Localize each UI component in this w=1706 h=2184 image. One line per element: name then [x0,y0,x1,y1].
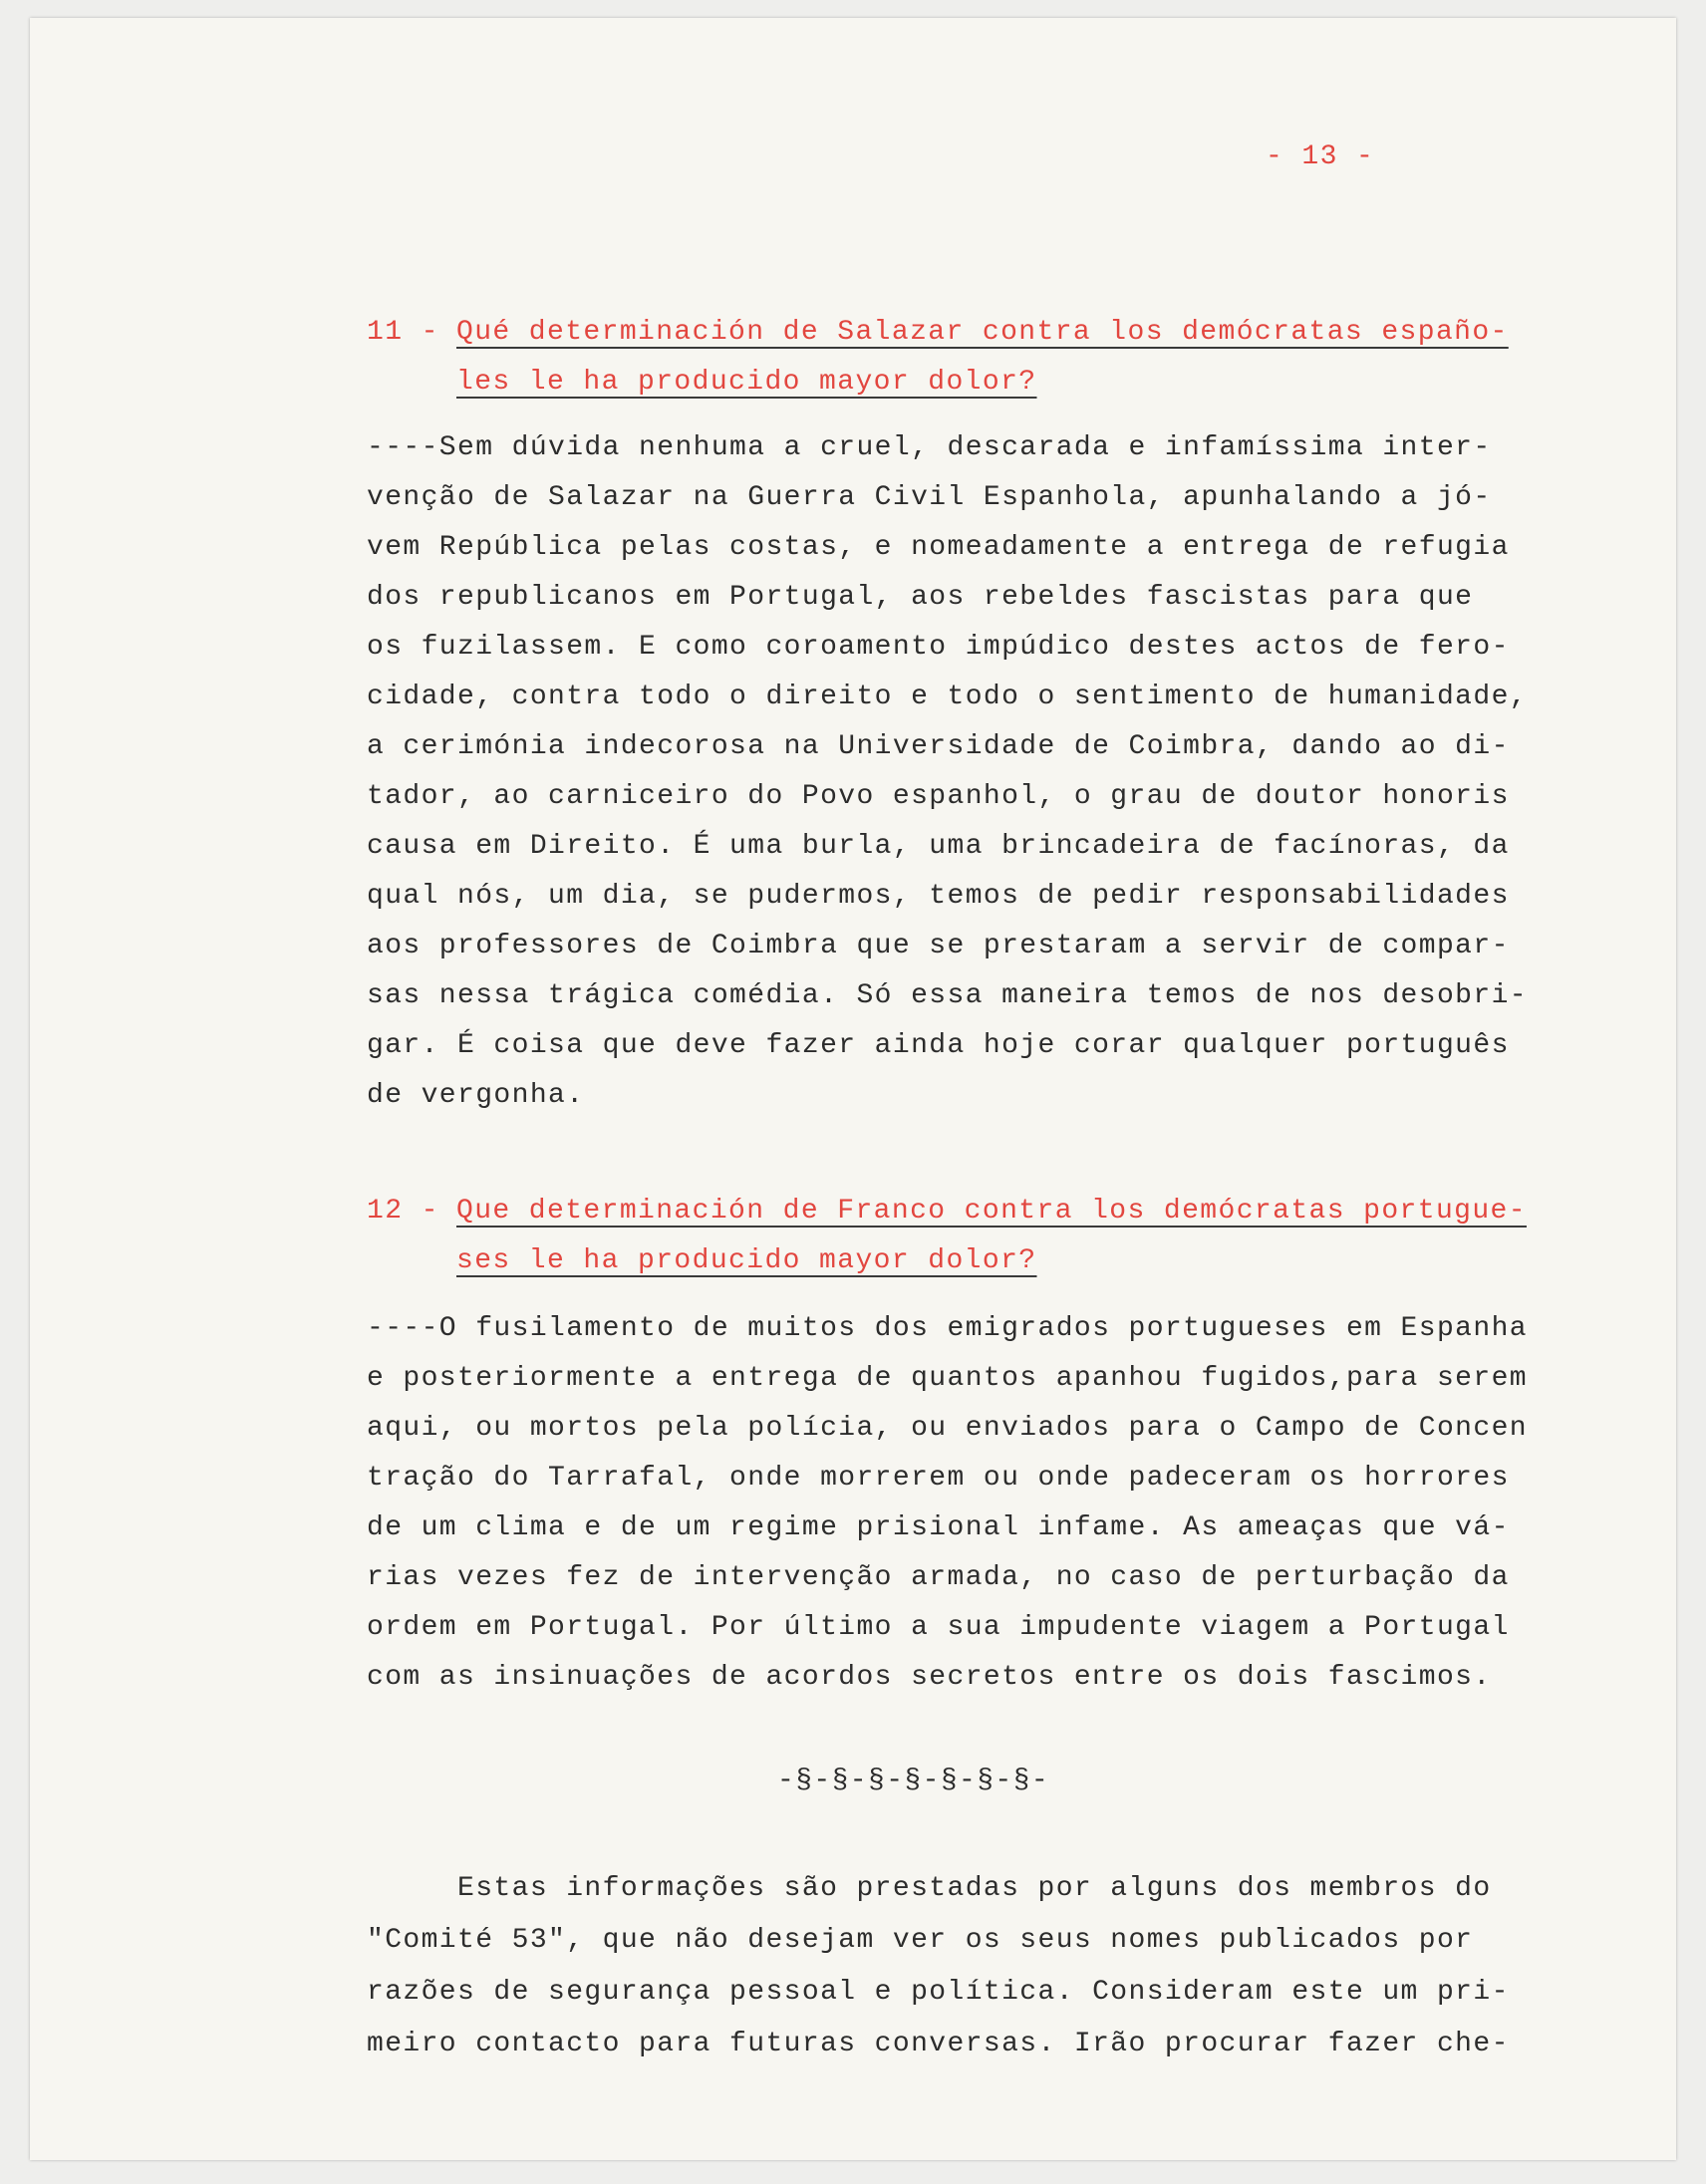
answer-line: a cerimónia indecorosa na Universidade de Coimbra, dando ao di- [367,731,1510,762]
answer-line: de um clima e de um regime prisional infame. As ameaças que vá- [367,1512,1510,1543]
answer-line: de vergonha. [367,1080,585,1111]
closing-line: Estas informações são prestadas por alguns dos membros do [367,1873,1492,1904]
question-line: Que determinación de Franco contra los demócratas portugue- [456,1196,1527,1227]
question-number: 11 - [367,317,439,348]
answer-line: aos professores de Coimbra que se prestaram a servir de compar- [367,931,1510,961]
page-number: - 13 - [1266,141,1375,172]
answer-line: venção de Salazar na Guerra Civil Espanhola, apunhalando a jó- [367,482,1492,513]
answer-line: aqui, ou mortos pela polícia, ou enviados para o Campo de Concen [367,1413,1528,1444]
answer-line: cidade, contra todo o direito e todo o sentimento de humanidade, [367,682,1528,712]
answer-line: tador, ao carniceiro do Povo espanhol, o grau de doutor honoris [367,781,1510,812]
answer-line: qual nós, um dia, se pudermos, temos de pedir responsabilidades [367,881,1510,912]
answer-line: ----Sem dúvida nenhuma a cruel, descarada e infamíssima inter- [367,432,1492,463]
answer-line: vem República pelas costas, e nomeadamente a entrega de refugia [367,532,1510,563]
question-line: les le ha producido mayor dolor? [456,367,1037,398]
answer-line: gar. É coisa que deve fazer ainda hoje corar qualquer português [367,1030,1510,1061]
closing-line: "Comité 53", que não desejam ver os seus nomes publicados por [367,1925,1474,1956]
question-line: Qué determinación de Salazar contra los demócratas españo- [456,317,1509,348]
answer-line: tração do Tarrafal, onde morrerem ou onde padeceram os horrores [367,1463,1510,1494]
answer-line: ordem em Portugal. Por último a sua impudente viagem a Portugal [367,1612,1510,1643]
answer-line: com as insinuações de acordos secretos entre os dois fascimos. [367,1662,1492,1693]
answer-line: rias vezes fez de intervenção armada, no caso de perturbação da [367,1562,1510,1593]
answer-line: ----O fusilamento de muitos dos emigrados portugueses em Espanha [367,1313,1528,1344]
question-number: 12 - [367,1196,439,1227]
section-separator: -§-§-§-§-§-§-§- [777,1766,1050,1796]
answer-line: os fuzilassem. E como coroamento impúdico destes actos de fero- [367,632,1510,663]
closing-line: razões de segurança pessoal e política. Consideram este um pri- [367,1977,1510,2008]
question-line: ses le ha producido mayor dolor? [456,1245,1037,1276]
answer-line: dos republicanos em Portugal, aos rebeldes fascistas para que [367,582,1474,613]
answer-line: causa em Direito. É uma burla, uma brincadeira de facínoras, da [367,831,1510,862]
closing-line: meiro contacto para futuras conversas. Irão procurar fazer che- [367,2029,1510,2059]
answer-line: e posteriormente a entrega de quantos apanhou fugidos,para serem [367,1363,1528,1394]
answer-line: sas nessa trágica comédia. Só essa maneira temos de nos desobri- [367,980,1528,1011]
